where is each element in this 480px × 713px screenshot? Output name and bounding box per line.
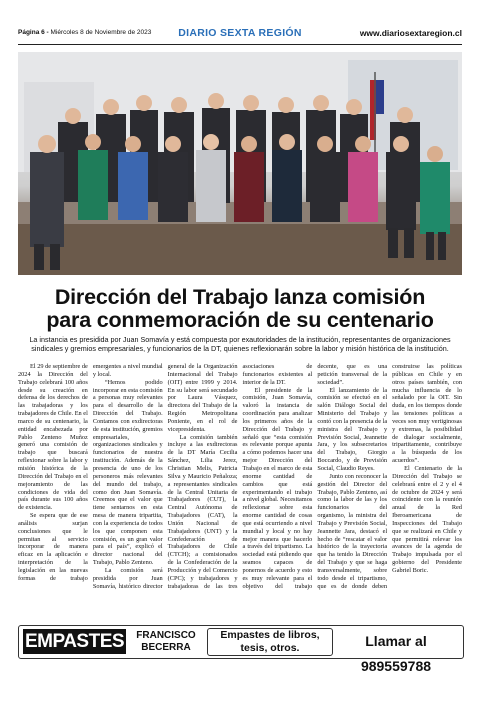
article-subtitle: La instancia es presidida por Juan Somavía y está compuesta por exautoridades de la institución, representantes de organizaciones sindicales y gremios empresariales, y funcionarios de la DT, quienes reflexionarán sobre la labor y misión histórica de la institución. bbox=[29, 335, 451, 353]
header-rule bbox=[18, 44, 462, 45]
website-link[interactable]: www.diariosextaregion.cl bbox=[359, 28, 462, 38]
ad-brand: EMPASTES bbox=[24, 631, 125, 652]
article-paragraph: La comisión será presidida por Juan Somavía, histórico director general de la Organización Internacional del Trabajo (OIT) entre 1999 y 2014. En su labor será secundado por Laura Vásquez, directora del Trabajo de la Región Metropolitana Poniente, en el rol de vicepresidenta. bbox=[92, 363, 238, 590]
group-photo-illustration bbox=[18, 52, 462, 275]
page-number: Página 6 - bbox=[18, 29, 49, 36]
ad-owner-name: FRANCISCO BECERRA bbox=[136, 630, 196, 653]
classified-ad bbox=[18, 625, 464, 674]
headline-line-1: Dirección del Trabajo lanza comisión bbox=[54, 285, 426, 309]
article-paragraph: La comisión también incluye a las exdirectoras de la DT María Cecilia Sánchez, Lilia Jerez, Christian Melis, Patricia Silva y Mauricio Peñaloza; a representantes sindicales de la Central Unitaria de Trabajadores (CUT), la Central Autónoma de Trabajadores (CAT), la Unión Nacional de Trabajadores (UNT) y la Confederación de Trabajadores de Chile (CTCH); a comisionados de la Confederación de la Producción y del Comercio (CPC); y trabajadores y trabajadoras de las tres asociaciones de funcionarios existentes al interior de la DT. bbox=[167, 363, 313, 590]
group-photo bbox=[18, 52, 462, 275]
ad-phone[interactable]: Llamar al 989559788 bbox=[360, 633, 432, 674]
article-headline bbox=[18, 286, 462, 332]
page-header bbox=[18, 28, 462, 42]
article-paragraph: El 29 de septiembre de 2024 la Dirección del Trabajo celebrará 100 años desde su creación en defensa de los derechos de las trabajadoras y los trabajadores de Chile. En el marco de su centenario, la entidad encabezada por Pablo Zenteno Muñoz generó una comisión de trabajo que buscará reflexionar sobre la labor y misión histórica de la Dirección del Trabajo en el mejoramiento de las condiciones de vida del país durante sus 100 años de existencia. bbox=[18, 363, 88, 512]
article-paragraph: El lanzamiento de la comisión se efectuó en el salón Diálogo Social del Ministerio del Trabajo y contó con la presencia de la ministra del Trabajo y Previsión Social, Jeannette Jara, y los subsecretarios del Trabajo, Giorgio Boccardo, y de Previsión Social, Claudio Reyes. bbox=[317, 386, 388, 472]
article-paragraph: Se espera que de ese análisis surjan conclusiones que le permitan al servicio incorporar de manera eficaz en la aplicación e interpretación de la legislación en las nuevas formas de trabajo emergentes a nivel mundial y local. bbox=[18, 363, 163, 582]
ad-service-box: Empastes de libros, tesis, otros. bbox=[207, 628, 333, 656]
article-paragraph: “Hemos podido incorporar en esta comisión a personas muy relevantes para el desarrollo de la Dirección del Trabajo. Contamos con exdirectoras de esta institución, gremios empresariales, organizaciones sindicales y funcionarios de nuestra institución. Además de la presencia de uno de los personeros más relevantes del mundo del trabajo, como don Juan Somavía. Creemos que el valor que tiene sentarnos en esta mesa de manera tripartita, con la experiencia de todos los que componen esta comisión, es un gran valor para el país”, explicó el director nacional del Trabajo, Pablo Zenteno. bbox=[92, 378, 163, 567]
article-paragraph: Junto con reconocer la gestión del Director del Trabajo, Pablo Zenteno, así como la labor de las y los funcionarios del organismo, la ministra del Trabajo y Previsión Social, Jeannette Jara, destacó el hecho de “rescatar el valor histórico de la trayectoria que ha tenido la Dirección del Trabajo y que se haga transversalmente, sobre todo desde el tripartismo, que es de donde deben construirse las políticas públicas en Chile y en otros países también, con mucha influencia de lo señalado por la OIT. Sin duda, en los tiempos donde las tensiones políticas a veces son muy vertiginosas y extremas, la posibilidad de dialogar socialmente, tripartitamente, contribuye a la búsqueda de los acuerdos”. bbox=[317, 363, 462, 590]
article-paragraph: El Centenario de la Dirección del Trabajo se celebrará entre el 2 y el 4 de octubre de 2024 y será coincidente con la reunión anual de la Red Iberoamericana de Inspecciones del Trabajo que se realizará en Chile y que permitirá relevar los avances de la agenda de Trabajo impulsada por el gobierno del Presidente Gabriel Boric. bbox=[392, 464, 462, 574]
issue-date: Miércoles 8 de Noviembre de 2023 bbox=[50, 29, 152, 36]
masthead: DIARIO SEXTA REGIÓN bbox=[178, 27, 302, 39]
article-paragraph: El presidente de la comisión, Juan Somavía, valoró la instancia de coordinación para analizar los primeros años de la Dirección del Trabajo y señaló que “esta comisión es relevante porque apunta a cómo podemos hacer una mejor Dirección del Trabajo en el marco de esta enorme cantidad de cambios que está experimentando el trabajo a nivel global. Necesitamos reflexionar sobre esta enorme cantidad de cosas que está ocurriendo a nivel mundial y local y no hay mejor manera que hacerlo a través del tripartismo. La sociedad está pidiendo que seamos capaces de ponernos de acuerdo y esto es muy relevante para el objetivo del trabajo decente, que es una petición transversal de la sociedad”. bbox=[242, 363, 388, 590]
headline-line-2: para conmemoración de su centenario bbox=[46, 308, 434, 332]
article-body bbox=[18, 363, 462, 625]
